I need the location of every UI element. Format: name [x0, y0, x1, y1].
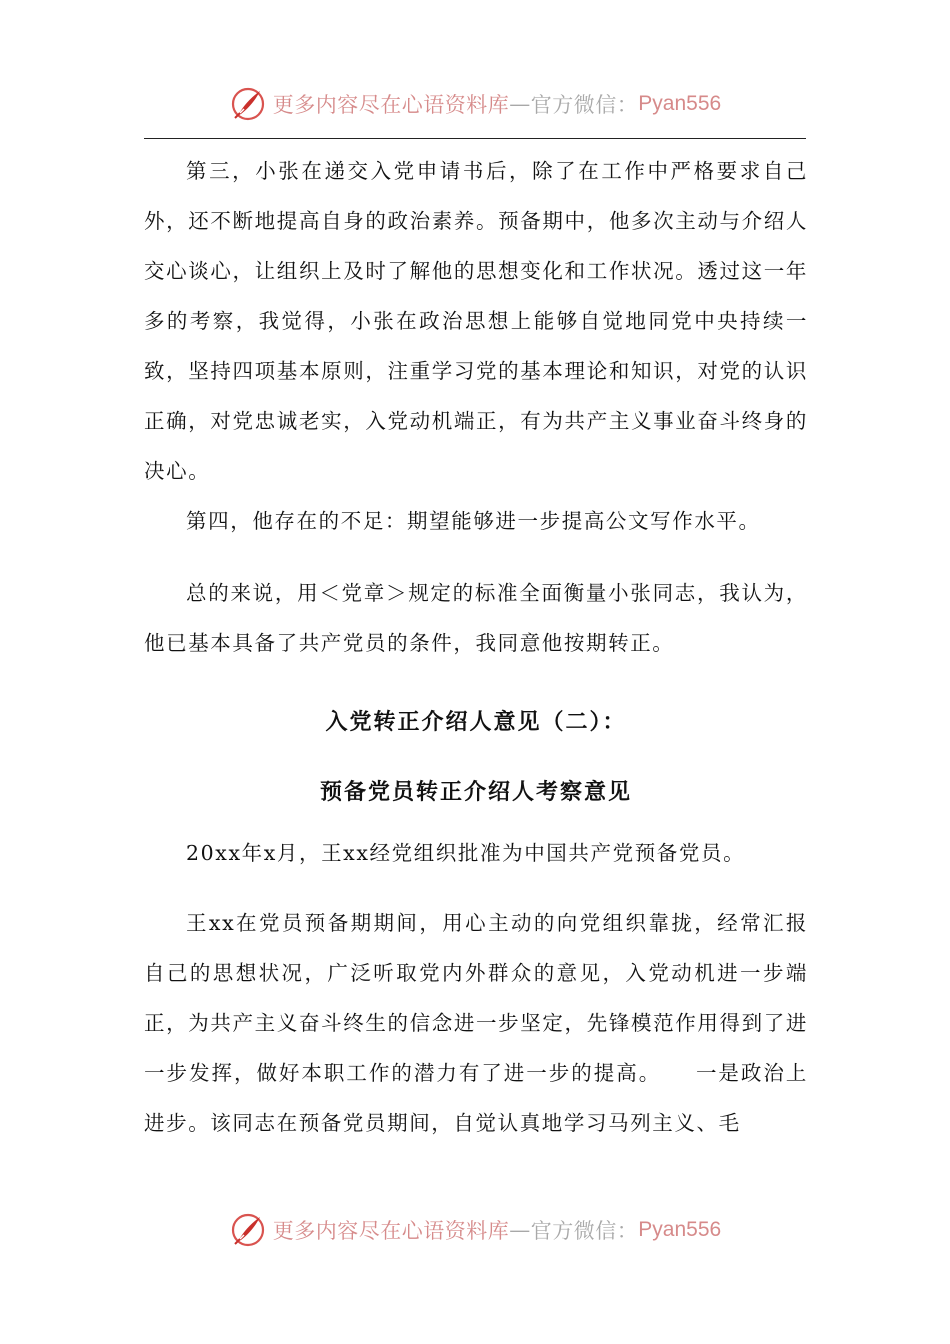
paragraph-approval-date: 20xx年x月，王xx经党组织批准为中国共产党预备党员。	[186, 841, 746, 865]
quill-pen-logo-icon	[229, 1211, 267, 1249]
paragraph-probation-summary: 王xx在党员预备期期间，用心主动的向党组织靠拢，经常汇报自己的思想状况，广泛听取党内外群众的意见，入党动机进一步端正，为共产主义奋斗终生的信念进一步坚定，先锋模范作用得到了进一步发挥，做好本职工作的潜力有了进一步的提高。 一是政治上进步。该同志在预备党员期间，自觉认真地学习马列主义、毛	[144, 911, 808, 1135]
footer-watermark-banner	[0, 1208, 950, 1252]
header-watermark-banner	[0, 82, 950, 126]
spacer	[144, 668, 808, 688]
spacer	[144, 546, 808, 568]
banner-separator: —	[509, 92, 531, 116]
document-body	[144, 146, 808, 1148]
paragraph-fourth-point: 第四，他存在的不足：期望能够进一步提高公文写作水平。	[186, 509, 761, 533]
banner-wechat-id: Pyan556	[638, 1218, 722, 1241]
banner-main-text: 更多内容尽在心语资料库	[272, 93, 510, 117]
spacer	[144, 878, 808, 898]
section-heading-2: 入党转正介绍人意见（二）：	[325, 710, 627, 735]
banner-main-text: 更多内容尽在心语资料库	[272, 1219, 510, 1243]
banner-wechat-label: 官方微信：	[530, 93, 639, 117]
banner-separator: —	[509, 1218, 531, 1242]
quill-pen-logo-icon	[229, 85, 267, 123]
header-divider	[144, 138, 806, 139]
banner-wechat-label: 官方微信：	[530, 1219, 639, 1243]
paragraph-third-point: 第三，小张在递交入党申请书后，除了在工作中严格要求自己外，还不断地提高自身的政治素养。预备期中，他多次主动与介绍人交心谈心，让组织上及时了解他的思想变化和工作状况。透过这一年多的考察，我觉得，小张在政治思想上能够自觉地同党中央持续一致，坚持四项基本原则，注重学习党的基本理论和知识，对党的认识正确，对党忠诚老实，入党动机端正，有为共产主义事业奋斗终身的决心。	[144, 159, 808, 483]
paragraph-conclusion: 总的来说，用＜党章＞规定的标准全面衡量小张同志，我认为，他已基本具备了共产党员的条件，我同意他按期转正。	[144, 581, 808, 655]
section-subheading: 预备党员转正介绍人考察意见	[319, 780, 632, 805]
banner-wechat-id: Pyan556	[638, 92, 722, 115]
